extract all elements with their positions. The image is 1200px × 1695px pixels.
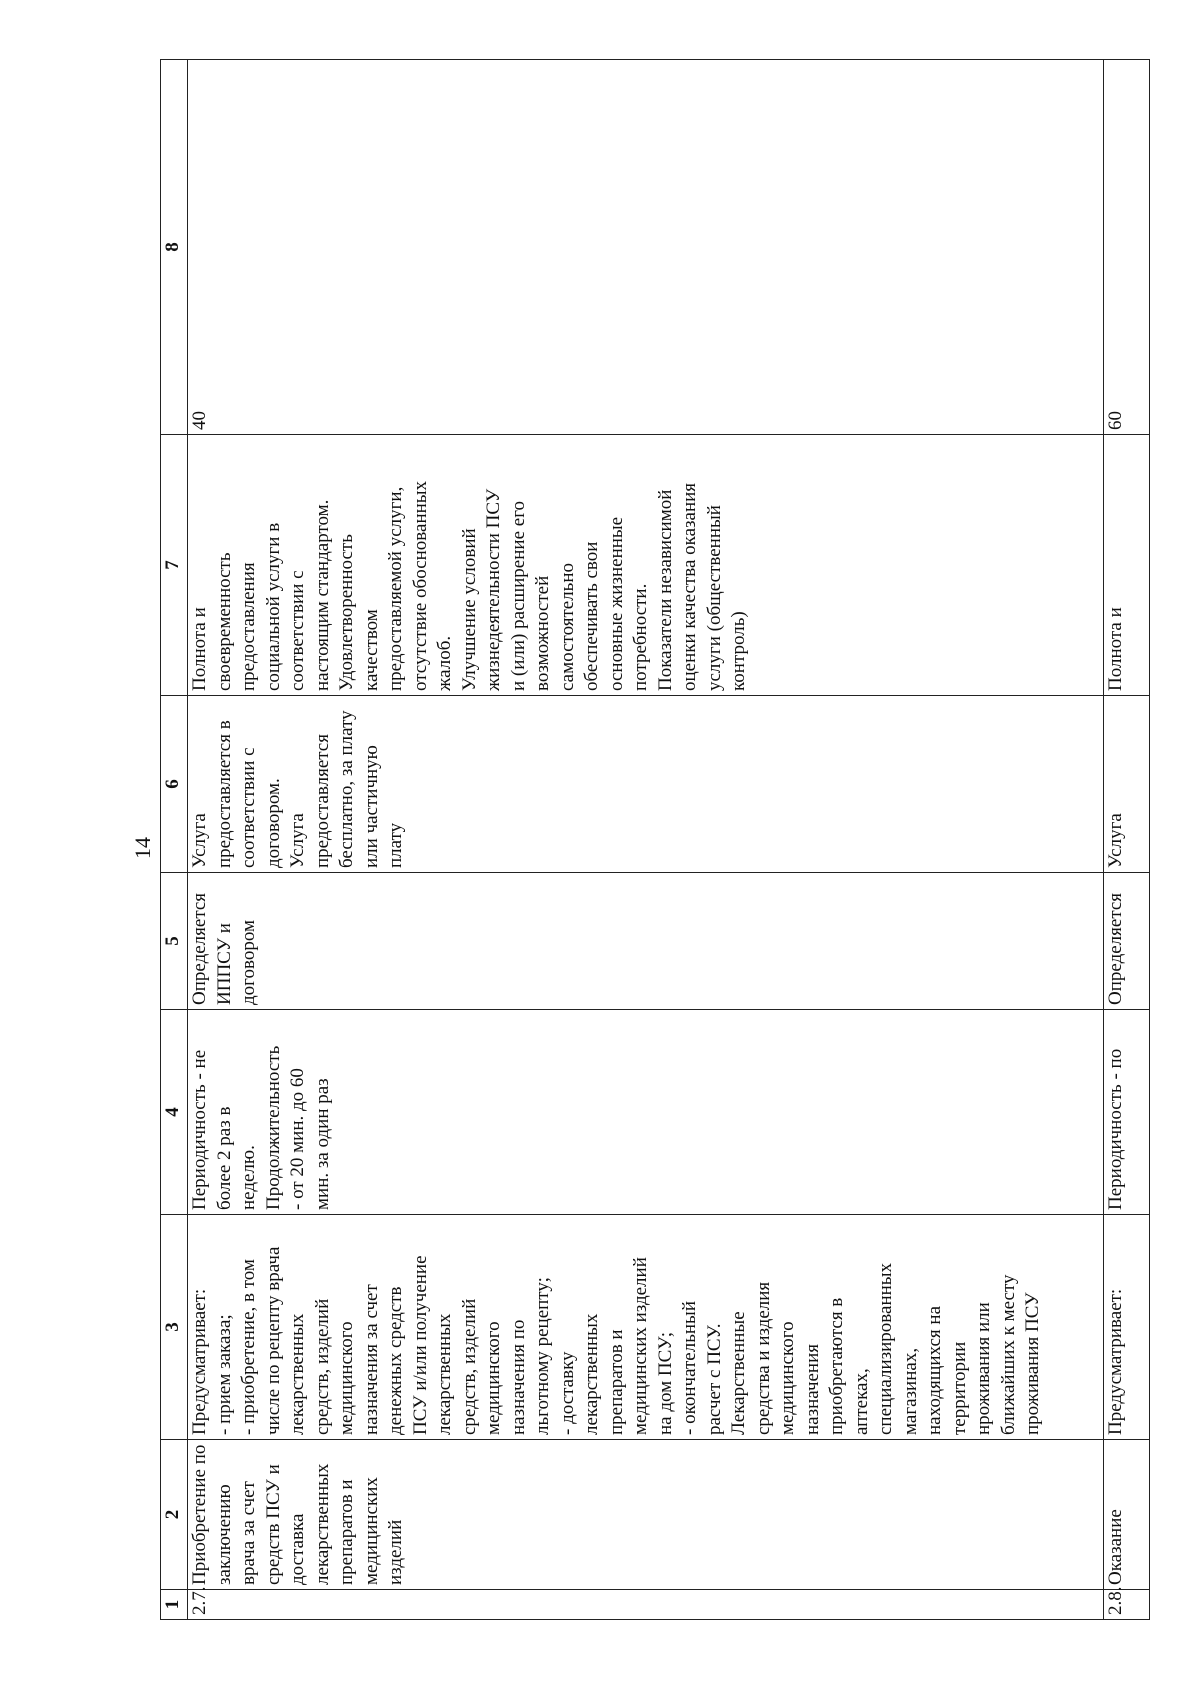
service-description: Предусматривает: (1104, 1215, 1150, 1440)
cell-text-line: договором (238, 920, 259, 1005)
page-number: 14 (130, 837, 155, 859)
cell-text-line: находящихся на (924, 1305, 945, 1435)
cell-text-line: договором. (262, 778, 284, 868)
cell-text-line: препаратов и (336, 1479, 357, 1585)
cell-text-line: Услуга (189, 813, 210, 868)
cell-text-line: - от 20 мин. до 60 (287, 1068, 308, 1210)
cell-text-line: Удовлетворенность (336, 534, 357, 691)
header-row (161, 60, 188, 1620)
cell-text-line: социальной услуги в (262, 522, 284, 691)
table-row-2-8 (1104, 60, 1150, 1620)
cell-text-line: льготному рецепту; (532, 1277, 553, 1435)
service-volume: Определяется (1104, 873, 1150, 1010)
cell-text-line: бесплатно, за плату (336, 710, 357, 868)
header-col-3: 3 (161, 1215, 188, 1440)
cell-text-line: числе по рецепту врача (262, 1246, 284, 1435)
header-col-1: 1 (161, 1590, 188, 1620)
cell-text-line: средств, изделий (311, 1298, 333, 1435)
header-col-8: 8 (161, 60, 188, 435)
cell-text-line: - доставку (556, 1351, 578, 1435)
cell-text-line: заключению (213, 1484, 235, 1585)
cell-text-line: контроль) (728, 611, 749, 691)
cell-text-line: предоставляется в (213, 720, 235, 868)
cell-text-line: своевременность (213, 552, 235, 691)
service-periodicity (188, 1010, 1104, 1215)
cell-text-line: - приобретение, в том (238, 1259, 259, 1435)
cell-text-line: возможностей (532, 575, 553, 691)
cell-text-line: более 2 раз в (213, 1106, 235, 1210)
cell-text-line: услуги (общественный (703, 505, 725, 691)
header-col-7: 7 (161, 435, 188, 696)
cell-text-line: качеством (360, 609, 382, 691)
header-col-2: 2 (161, 1440, 188, 1590)
service-volume (188, 873, 1104, 1010)
table-row-2-7 (188, 60, 1104, 1620)
cell-text-line: потребности. (630, 583, 651, 691)
cell-text-line: назначения по (507, 1319, 529, 1435)
cell-text-line: и (или) расширение его (507, 500, 529, 691)
cell-text-line: ближайших к месту (997, 1274, 1019, 1435)
cell-text-line: медицинского (777, 1321, 798, 1435)
cell-text-line: Услуга (287, 813, 308, 868)
cell-text-line: Полнота и (189, 607, 210, 691)
cell-text-line: назначения (801, 1343, 823, 1435)
header-col-6: 6 (161, 696, 188, 873)
cell-text-line: средства и изделия (752, 1281, 774, 1435)
cell-text-line: основные жизненные (605, 516, 627, 691)
service-time: 60 (1104, 60, 1150, 435)
service-conditions (188, 696, 1104, 873)
services-table (160, 59, 1150, 1620)
cell-text-line: проживания ПСУ (1022, 1292, 1043, 1435)
cell-text-line: настоящим стандартом. (311, 499, 333, 691)
service-name (188, 1440, 1104, 1590)
cell-text-line: медицинских изделий (630, 1257, 651, 1435)
cell-text-line: Периодичность - не (189, 1049, 210, 1210)
cell-text-line: доставка (287, 1513, 308, 1585)
cell-text-line: препаратов и (605, 1329, 627, 1435)
cell-text-line: отсутствие обоснованных (409, 480, 431, 691)
cell-text-line: магазинах, (899, 1347, 921, 1435)
cell-text-line: Продолжительность (262, 1045, 284, 1210)
cell-text-line: плату (385, 822, 406, 868)
cell-text-line: Улучшение условий (458, 528, 480, 691)
cell-text-line: на дом ПСУ; (654, 1331, 676, 1435)
cell-text-line: изделий (385, 1519, 406, 1585)
cell-text-line: - прием заказа; (213, 1314, 235, 1435)
service-quality-indicators: Полнота и (1104, 435, 1150, 696)
cell-text-line: ПСУ и/или получение (409, 1255, 431, 1435)
row-number: 2.7. (188, 1590, 1104, 1620)
cell-text-line: ИППСУ и (213, 923, 235, 1005)
cell-text-line: жалоб. (434, 635, 455, 691)
cell-text-line: самостоятельно (556, 562, 578, 691)
cell-text-line: медицинских (360, 1477, 382, 1585)
service-description (188, 1215, 1104, 1440)
cell-text-line: врача за счет (238, 1481, 259, 1585)
cell-text-line: средств, изделий (458, 1298, 480, 1435)
row-number: 2.8. (1104, 1590, 1150, 1620)
cell-text-line: расчет с ПСУ. (703, 1323, 725, 1435)
cell-text-line: приобретаются в (826, 1297, 847, 1435)
cell-text-line: Показатели независимой (654, 489, 676, 691)
service-conditions: Услуга (1104, 696, 1150, 873)
cell-text-line: лекарственных (287, 1313, 308, 1435)
cell-text-line: Предусматривает: (189, 1288, 210, 1435)
cell-text-line: лекарственных (311, 1463, 333, 1585)
cell-text-line: аптеках, (850, 1368, 872, 1435)
cell-text-line: денежных средств (385, 1286, 406, 1435)
cell-text-line: мин. за один раз (311, 1078, 333, 1210)
service-time: 40 (188, 60, 1104, 435)
cell-text-line: Лекарственные (728, 1311, 749, 1435)
cell-text-line: нроживания или (973, 1302, 994, 1435)
rotated-table-wrapper (160, 60, 1150, 1620)
cell-text-line: соответствии с (287, 570, 308, 691)
service-quality-indicators (188, 435, 1104, 696)
cell-text-line: средств ПСУ и (262, 1464, 284, 1585)
cell-text-line: предоставления (238, 562, 259, 691)
header-col-5: 5 (161, 873, 188, 1010)
cell-text-line: медицинского (336, 1321, 357, 1435)
cell-text-line: специализированных (875, 1262, 896, 1435)
service-periodicity: Периодичность - по (1104, 1010, 1150, 1215)
cell-text-line: неделю. (238, 1145, 259, 1210)
cell-text-line: лекарственных (434, 1313, 455, 1435)
cell-text-line: назначения за счет (360, 1284, 382, 1435)
cell-text-line: обеспечивать свои (581, 541, 602, 691)
cell-text-line: оценки качества оказания (679, 482, 700, 691)
cell-text-line: соответствии с (238, 747, 259, 868)
cell-text-line: жизнедеятельности ПСУ (483, 488, 504, 691)
cell-text-line: медицинского (483, 1321, 504, 1435)
cell-text-line: - окончательный (679, 1301, 700, 1435)
cell-text-line: территории (948, 1341, 970, 1435)
cell-text-line: предоставляемой услуги, (385, 486, 406, 691)
cell-text-line: Приобретение по (189, 1444, 210, 1585)
service-name: Оказание (1104, 1440, 1150, 1590)
cell-text-line: или частичную (360, 745, 382, 868)
header-col-4: 4 (161, 1010, 188, 1215)
cell-text-line: Определяется (189, 892, 210, 1005)
cell-text-line: предоставляется (311, 734, 333, 868)
cell-text-line: лекарственных (581, 1313, 602, 1435)
